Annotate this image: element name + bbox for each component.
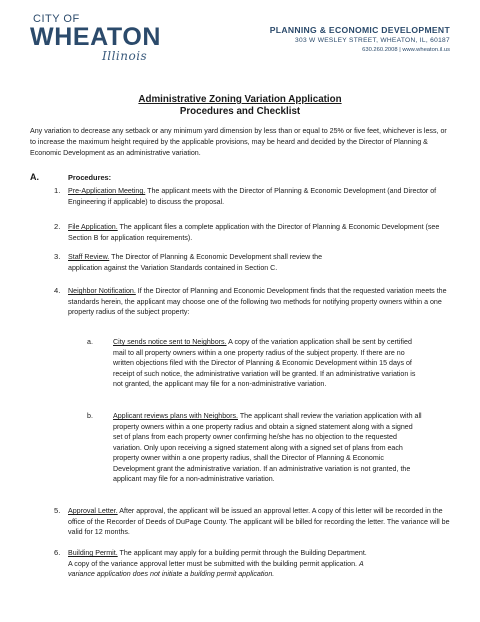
item-heading: File Application. <box>68 223 118 231</box>
section-letter: A. <box>30 172 39 182</box>
item-heading: Approval Letter. <box>68 507 118 515</box>
procedure-item <box>54 506 453 538</box>
notification-option <box>87 337 423 390</box>
section-title: Procedures: <box>68 173 112 182</box>
item-text: The applicant may apply for a building permit through the Building Department. A copy of the variance approval letter must be submitted with the building permit application. <box>68 549 367 568</box>
department-name: PLANNING & ECONOMIC DEVELOPMENT <box>269 25 450 35</box>
item-text: If the Director of Planning and Economic Development finds that the requested variation meets the standards herein, the applicant may choose one of the following two methods for notifying property owners within a one property radius of the subject property: <box>68 287 447 316</box>
item-text: After approval, the applicant will be issued an approval letter. A copy of this letter will be recorded in the office of the Recorder of Deeds of DuPage County. The applicant will be billed for recording the letter. The variance will be valid for 12 months. <box>68 507 450 536</box>
item-heading: Pre-Application Meeting. <box>68 187 146 195</box>
item-text: The Director of Planning & Economic Development shall review the application against the Variation Standards contained in Section C. <box>68 253 323 272</box>
letterhead <box>0 0 480 80</box>
document-subtitle: Procedures and Checklist <box>179 106 301 117</box>
logo-illinois: Illinois <box>102 49 148 63</box>
item-number: 6. <box>54 548 61 557</box>
subitem-heading: Applicant reviews plans with Neighbors. <box>113 412 238 420</box>
document-title: Administrative Zoning Variation Application <box>138 94 342 105</box>
item-text: The applicant meets with the Director of Planning & Economic Development (and Director of Engineering if applicable) to discuss the proposal. <box>68 187 437 206</box>
procedure-item <box>54 252 330 273</box>
item-heading: Staff Review. <box>68 253 110 261</box>
item-number: 1. <box>54 186 61 195</box>
notification-option <box>87 411 423 485</box>
department-contact: 630.260.2008 | www.wheaton.il.us <box>362 47 450 53</box>
item-number: 5. <box>54 506 61 515</box>
item-number: 2. <box>54 222 61 231</box>
intro-paragraph: Any variation to decrease any setback or any minimum yard dimension by less than or equal to 25% or five feet, whichever is less, or to increase the maximum height required by the applicable provisions, may be heard and decided by the Director of Planning & Economic Development as an administrative variation. <box>30 127 447 157</box>
logo-city-of: CITY OF <box>33 13 80 25</box>
subitem-heading: City sends notice sent to Neighbors. <box>113 338 227 346</box>
item-heading: Building Permit. <box>68 549 118 557</box>
procedure-item <box>54 548 368 580</box>
logo-wheaton: WHEATON <box>30 23 162 51</box>
department-block <box>270 25 450 55</box>
item-heading: Neighbor Notification. <box>68 287 136 295</box>
subitem-label: b. <box>87 412 93 420</box>
city-logo <box>30 14 180 70</box>
subitem-text: The applicant shall review the variation application with all property owners within a one property radius and obtain a signed statement along with a signed set of plans from each property owner confirming he/she has no objection to the requested variation. Only upon receiving a signed statement along with a signed set of plans from each property owner within a one property radius, shall the Director of Planning & Economic Development grant the administrative variation. If an administrative variation is not granted, the applicant may file for a non-administrative variation. <box>113 412 422 483</box>
item-number: 4. <box>54 286 61 295</box>
procedure-item <box>54 186 453 207</box>
department-address: 303 W WESLEY STREET, WHEATON, IL, 60187 <box>295 37 450 44</box>
procedure-item <box>54 286 453 318</box>
item-italic-note: A variance application does not initiate a building permit application. <box>68 559 364 578</box>
item-text: The applicant files a complete application with the Director of Planning & Economic Development (see Section B for application requirements). <box>68 223 440 242</box>
subitem-text: A copy of the variation application shall be sent by certified mail to all property owners within a one property radius of the subject property. If there are no written objections filed with the Director of Planning & Economic Development within 15 days of receipt of such notice, the administrative variation will be granted. If an administrative variation is not granted, the applicant may file for a non-administrative variation. <box>113 338 416 388</box>
item-number: 3. <box>54 252 61 261</box>
procedure-item <box>54 222 453 243</box>
subitem-label: a. <box>87 338 93 346</box>
